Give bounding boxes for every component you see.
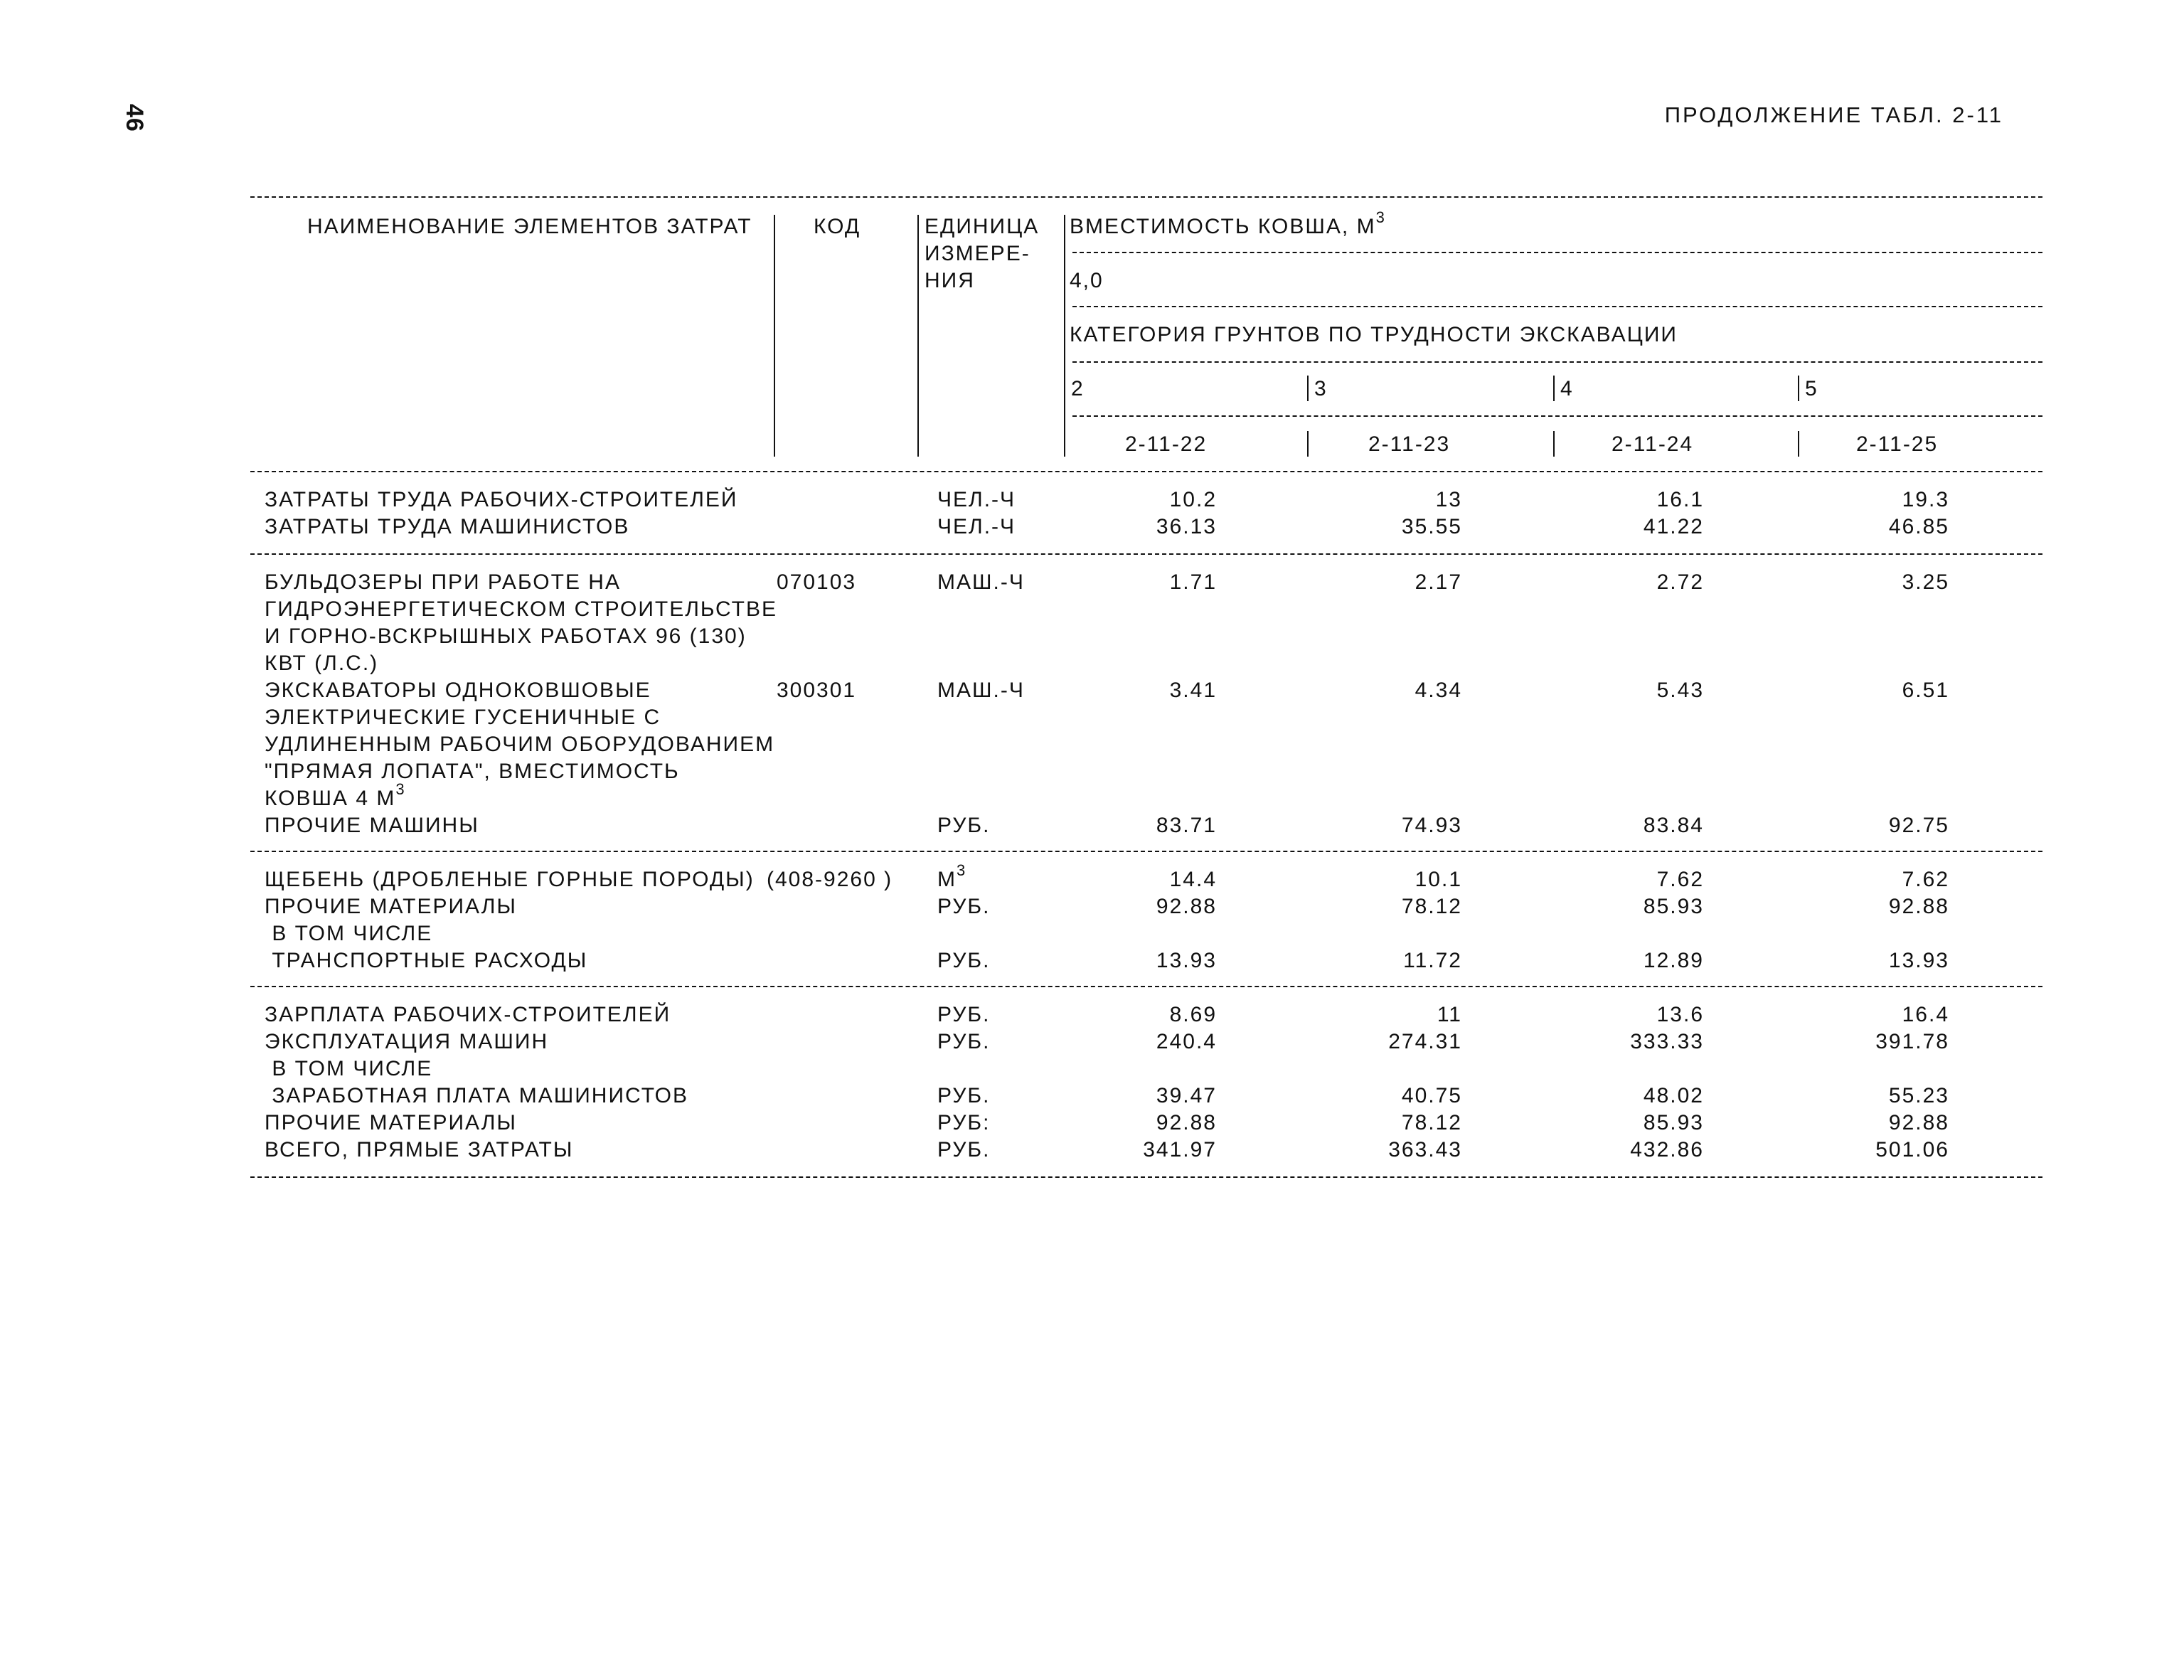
row-name-line [265,780,405,812]
row-value: 7.62 [1902,868,1949,891]
row-name-line: КВТ (Л.С.) [265,652,379,675]
row-value: 55.23 [1888,1084,1949,1107]
row-value: 11.72 [1403,949,1462,972]
header-category-4: 4 [1560,377,1574,400]
header-category-5: 5 [1805,377,1818,400]
row-name-sup: 3 [395,780,405,798]
column-divider [1307,431,1309,457]
row-value: 13.93 [1888,949,1949,972]
column-divider [1064,215,1065,457]
row-value: 85.93 [1643,1111,1704,1134]
column-divider [1307,376,1309,401]
header-code: КОД [814,215,861,238]
header-capacity-value: 4,0 [1070,269,1104,292]
header-capacity-sup: 3 [1375,208,1385,226]
header-capacity-label: ВМЕСТИМОСТЬ КОВША, М [1070,215,1376,238]
row-value: 8.69 [1169,1003,1217,1026]
header-code-2-11-23: 2-11-23 [1368,432,1451,456]
header-name: НАИМЕНОВАНИЕ ЭЛЕМЕНТОВ ЗАТРАТ [307,215,752,238]
row-name-line-text: КОВША 4 М [265,787,396,810]
row-value: 3.41 [1169,679,1217,702]
row-value: 3.25 [1902,570,1949,594]
row-value: 333.33 [1630,1030,1704,1053]
column-divider [1553,376,1555,401]
row-value: 501.06 [1875,1138,1949,1161]
row-value: 13.6 [1656,1003,1704,1026]
row-name: ПРОЧИЕ МАТЕРИАЛЫ [265,1111,517,1134]
row-unit: РУБ. [937,1084,991,1107]
row-value: 41.22 [1643,515,1704,538]
row-name: ЗАТРАТЫ ТРУДА МАШИНИСТОВ [265,515,630,538]
row-value: 92.88 [1888,895,1949,918]
table-bottom-rule [250,1176,2042,1178]
row-unit: РУБ. [937,1030,991,1053]
row-value: 16.1 [1656,488,1704,511]
row-unit-sup: 3 [957,861,966,879]
row-unit [937,861,966,893]
header-code-2-11-22: 2-11-22 [1125,432,1208,456]
row-value: 19.3 [1902,488,1949,511]
row-value: 10.2 [1169,488,1217,511]
row-value: 363.43 [1388,1138,1462,1161]
row-unit: РУБ: [937,1111,991,1134]
column-divider [1553,431,1555,457]
row-name: ТРАНСПОРТНЫЕ РАСХОДЫ [265,949,588,972]
row-unit: РУБ. [937,949,991,972]
row-value: 78.12 [1401,1111,1462,1134]
row-value: 92.88 [1156,1111,1217,1134]
row-value: 92.88 [1156,895,1217,918]
page-number: 46 [121,104,148,132]
row-name-line: УДЛИНЕННЫМ РАБОЧИМ ОБОРУДОВАНИЕМ [265,733,775,756]
column-divider [917,215,919,457]
row-value: 13 [1435,488,1462,511]
row-value: 16.4 [1902,1003,1949,1026]
header-rule [1072,361,2042,363]
row-unit: РУБ. [937,814,991,837]
row-value: 10.1 [1415,868,1462,891]
group-rule [250,553,2042,555]
header-unit-2: ИЗМЕРЕ- [925,242,1030,265]
row-name-line: ЭКСКАВАТОРЫ ОДНОКОВШОВЫЕ [265,679,651,702]
row-value: 36.13 [1156,515,1217,538]
row-name: ПРОЧИЕ МАТЕРИАЛЫ [265,895,517,918]
row-code: 300301 [777,679,857,702]
header-code-2-11-24: 2-11-24 [1612,432,1694,456]
row-value: 7.62 [1656,868,1704,891]
row-value: 432.86 [1630,1138,1704,1161]
header-unit-1: ЕДИНИЦА [925,215,1040,238]
column-divider [1798,376,1799,401]
row-value: 40.75 [1401,1084,1462,1107]
row-name-line: "ПРЯМАЯ ЛОПАТА", ВМЕСТИМОСТЬ [265,760,680,783]
column-divider [774,215,775,457]
row-value: 2.17 [1415,570,1462,594]
header-category: КАТЕГОРИЯ ГРУНТОВ ПО ТРУДНОСТИ ЭКСКАВАЦИИ [1070,323,1678,346]
header-category-2: 2 [1071,377,1085,400]
row-name-line: ГИДРОЭНЕРГЕТИЧЕСКОМ СТРОИТЕЛЬСТВЕ [265,597,777,621]
header-rule [1072,252,2042,253]
row-value: 274.31 [1388,1030,1462,1053]
row-name: ЗАРПЛАТА РАБОЧИХ-СТРОИТЕЛЕЙ [265,1003,671,1026]
row-name: ЗАРАБОТНАЯ ПЛАТА МАШИНИСТОВ [265,1084,689,1107]
row-value: 4.34 [1415,679,1462,702]
header-bottom-rule [250,471,2042,472]
row-value: 39.47 [1156,1084,1217,1107]
row-value: 12.89 [1643,949,1704,972]
row-value: 240.4 [1156,1030,1217,1053]
row-name: ЩЕБЕНЬ (ДРОБЛЕНЫЕ ГОРНЫЕ ПОРОДЫ) [265,868,755,891]
group-rule [250,986,2042,987]
row-value: 5.43 [1656,679,1704,702]
row-value: 13.93 [1156,949,1217,972]
row-value: 85.93 [1643,895,1704,918]
row-unit: РУБ. [937,1003,991,1026]
row-value: 2.72 [1656,570,1704,594]
row-value: 14.4 [1169,868,1217,891]
row-value: 92.75 [1888,814,1949,837]
header-rule [1072,415,2042,417]
header-rule [1072,306,2042,307]
table-top-rule [250,196,2042,198]
column-divider [1798,431,1799,457]
row-value: 92.88 [1888,1111,1949,1134]
row-value: 46.85 [1888,515,1949,538]
row-value: 1.71 [1169,570,1217,594]
row-name-line: И ГОРНО-ВСКРЫШНЫХ РАБОТАХ 96 (130) [265,624,747,648]
row-value: 35.55 [1401,515,1462,538]
row-name: В ТОМ ЧИСЛЕ [265,1057,433,1080]
row-value: 48.02 [1643,1084,1704,1107]
row-value: 6.51 [1902,679,1949,702]
row-unit: РУБ. [937,1138,991,1161]
continuation-title: ПРОДОЛЖЕНИЕ ТАБЛ. 2-11 [1664,102,2003,127]
row-name: ЗАТРАТЫ ТРУДА РАБОЧИХ-СТРОИТЕЛЕЙ [265,488,738,511]
row-unit-text: М [937,868,957,891]
row-value: 78.12 [1401,895,1462,918]
row-value: 11 [1437,1003,1462,1026]
row-unit: ЧЕЛ.-Ч [937,515,1016,538]
row-name-line: ЭЛЕКТРИЧЕСКИЕ ГУСЕНИЧНЫЕ С [265,706,661,729]
row-unit: МАШ.-Ч [937,679,1025,702]
row-value: 391.78 [1875,1030,1949,1053]
row-name: ПРОЧИЕ МАШИНЫ [265,814,479,837]
row-name: ВСЕГО, ПРЯМЫЕ ЗАТРАТЫ [265,1138,574,1161]
header-category-3: 3 [1314,377,1328,400]
row-name: В ТОМ ЧИСЛЕ [265,922,433,945]
row-unit: ЧЕЛ.-Ч [937,488,1016,511]
row-unit: РУБ. [937,895,991,918]
row-value: 83.84 [1643,814,1704,837]
header-unit-3: НИЯ [925,269,975,292]
group-rule [250,851,2042,852]
header-capacity [1070,208,1385,240]
row-name: ЭКСПЛУАТАЦИЯ МАШИН [265,1030,549,1053]
header-code-2-11-25: 2-11-25 [1856,432,1939,456]
row-code: 070103 [777,570,857,594]
row-code: (408-9260 ) [767,868,893,891]
row-value: 83.71 [1156,814,1217,837]
row-value: 74.93 [1401,814,1462,837]
row-name-line: БУЛЬДОЗЕРЫ ПРИ РАБОТЕ НА [265,570,621,594]
row-unit: МАШ.-Ч [937,570,1025,594]
row-value: 341.97 [1143,1138,1217,1161]
